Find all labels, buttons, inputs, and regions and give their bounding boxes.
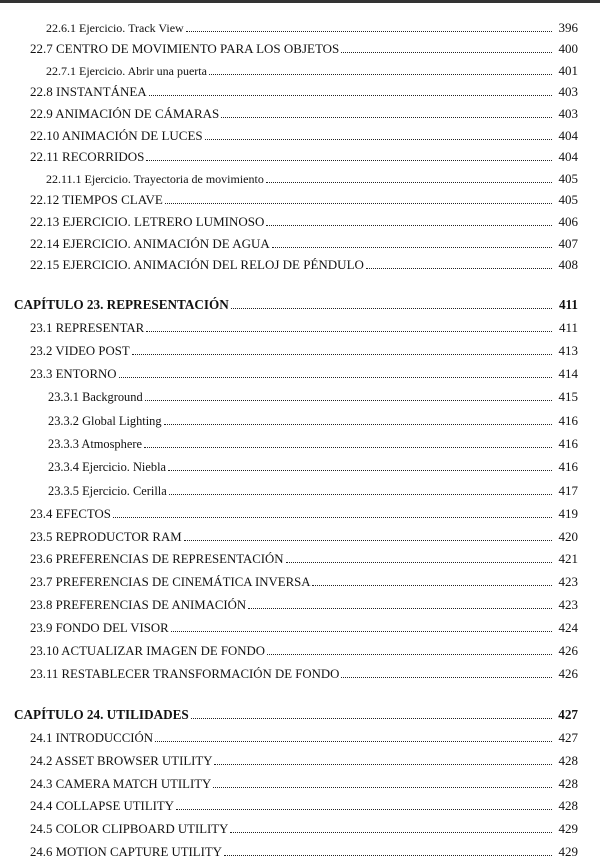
- toc-entry: [0, 769, 600, 792]
- entry-title: 23.1 REPRESENTAR: [30, 321, 145, 336]
- toc-entry: [0, 567, 600, 590]
- entry-title: 22.7 CENTRO DE MOVIMIENTO PARA LOS OBJETOS: [30, 41, 340, 57]
- page-number: 411: [558, 320, 578, 336]
- page-number: 416: [558, 435, 578, 451]
- page-number: 401: [558, 62, 578, 78]
- dot-leader: [144, 447, 552, 448]
- spacer: [0, 682, 600, 701]
- toc-entry: [0, 252, 600, 274]
- page-number: 405: [558, 170, 578, 186]
- entry-title: 23.11 RESTABLECER TRANSFORMACIÓN DE FONDO: [30, 666, 340, 681]
- entry-title: 22.13 EJERCICIO. LETRERO LUMINOSO: [30, 213, 265, 229]
- toc-entry: [0, 336, 600, 359]
- toc-entry: [0, 814, 600, 837]
- page-number: 416: [558, 412, 578, 428]
- chapter-23-heading: [0, 291, 600, 313]
- dot-leader: [266, 182, 552, 183]
- entry-title: 23.2 VIDEO POST: [30, 343, 130, 358]
- page-number: 414: [558, 365, 578, 381]
- dot-leader: [230, 832, 552, 833]
- dot-leader: [248, 608, 552, 609]
- toc-entry: [0, 122, 600, 144]
- toc-entry: [0, 187, 600, 209]
- dot-leader: [171, 631, 552, 632]
- dot-leader: [146, 160, 552, 161]
- toc-entry: [0, 613, 600, 636]
- toc-entry: [0, 792, 600, 815]
- page-number: 408: [558, 257, 578, 273]
- dot-leader: [155, 741, 552, 742]
- dot-leader: [184, 540, 552, 541]
- page-number: 405: [558, 192, 578, 208]
- toc-entry: [0, 144, 600, 166]
- toc-entry: [0, 208, 600, 230]
- dot-leader: [164, 424, 552, 425]
- dot-leader: [221, 117, 552, 118]
- page-number: 428: [558, 798, 578, 814]
- entry-title: 22.12 TIEMPOS CLAVE: [30, 192, 163, 208]
- entry-title: 23.7 PREFERENCIAS DE CINEMÁTICA INVERSA: [30, 575, 311, 590]
- toc-entry: [0, 522, 600, 545]
- toc-entry: [0, 313, 600, 336]
- page-number: 413: [558, 342, 578, 358]
- page-number: 420: [558, 528, 578, 544]
- entry-title: 23.3.4 Ejercicio. Niebla: [48, 460, 167, 475]
- toc-entry: [0, 746, 600, 769]
- entry-title: 23.3.5 Ejercicio. Cerilla: [48, 483, 167, 498]
- toc-entry: [0, 79, 600, 101]
- dot-leader: [168, 470, 552, 471]
- section-22-entries: [0, 14, 600, 273]
- section-24-entries: [0, 723, 600, 860]
- page-number: 426: [558, 665, 578, 681]
- toc-entry: [0, 429, 600, 452]
- entry-title: 22.10 ANIMACIÓN DE LUCES: [30, 127, 203, 143]
- dot-leader: [165, 203, 552, 204]
- page-number: 429: [558, 844, 578, 860]
- entry-title: 22.8 INSTANTÁNEA: [30, 84, 147, 100]
- toc-entry: [0, 659, 600, 682]
- section-23-entries: [0, 313, 600, 682]
- entry-title: 23.9 FONDO DEL VISOR: [30, 621, 169, 636]
- dot-leader: [266, 225, 552, 226]
- toc-entry: [0, 545, 600, 568]
- entry-title: 23.3.3 Atmosphere: [48, 436, 142, 451]
- dot-leader: [231, 308, 552, 309]
- entry-title: 23.3.2 Global Lighting: [48, 413, 162, 428]
- page-number: 404: [558, 127, 578, 143]
- dot-leader: [341, 677, 552, 678]
- entry-title: 22.6.1 Ejercicio. Track View: [46, 20, 184, 35]
- page-number: 415: [558, 389, 578, 405]
- dot-leader: [209, 74, 552, 75]
- page-number: 421: [558, 551, 578, 567]
- toc-entry: [0, 36, 600, 58]
- toc-entry: [0, 359, 600, 382]
- dot-leader: [214, 764, 552, 765]
- dot-leader: [186, 31, 552, 32]
- page-number: 416: [558, 459, 578, 475]
- toc-entry: [0, 165, 600, 187]
- dot-leader: [176, 809, 552, 810]
- toc-entry: [0, 405, 600, 428]
- page-number: 428: [558, 775, 578, 791]
- toc-entry: [0, 14, 600, 36]
- entry-title: 23.3 ENTORNO: [30, 366, 117, 381]
- entry-title: 22.9 ANIMACIÓN DE CÁMARAS: [30, 105, 220, 121]
- page-number: 423: [558, 597, 578, 613]
- page-number: 429: [558, 821, 578, 837]
- entry-title: 22.7.1 Ejercicio. Abrir una puerta: [46, 63, 207, 78]
- spacer: [0, 273, 600, 291]
- page-number: 426: [558, 642, 578, 658]
- entry-title: 22.15 EJERCICIO. ANIMACIÓN DEL RELOJ DE PÉNDULO: [30, 257, 364, 273]
- dot-leader: [267, 654, 552, 655]
- entry-title: 22.11.1 Ejercicio. Trayectoria de movimiento: [46, 171, 264, 186]
- entry-title: 23.5 REPRODUCTOR RAM: [30, 529, 182, 544]
- page-number: 417: [558, 482, 578, 498]
- toc-entry: [0, 837, 600, 860]
- dot-leader: [149, 95, 552, 96]
- page-number: 403: [558, 105, 578, 121]
- chapter-24-heading: [0, 701, 600, 723]
- chapter-title: CAPÍTULO 23. REPRESENTACIÓN: [14, 297, 229, 313]
- dot-leader: [119, 377, 553, 378]
- toc-entry: [0, 499, 600, 522]
- page-number: 424: [558, 620, 578, 636]
- entry-title: 23.6 PREFERENCIAS DE REPRESENTACIÓN: [30, 552, 284, 567]
- toc-entry: [0, 475, 600, 498]
- entry-title: 23.10 ACTUALIZAR IMAGEN DE FONDO: [30, 643, 265, 658]
- entry-title: 23.8 PREFERENCIAS DE ANIMACIÓN: [30, 598, 247, 613]
- page-number: 427: [558, 729, 578, 745]
- entry-title: 24.5 COLOR CLIPBOARD UTILITY: [30, 822, 229, 837]
- toc-entry: [0, 230, 600, 252]
- toc-entry: [0, 57, 600, 79]
- top-border-rule: [0, 0, 600, 3]
- page-number: 411: [558, 297, 578, 313]
- page-number: 407: [558, 235, 578, 251]
- page-number: 404: [558, 149, 578, 165]
- dot-leader: [286, 562, 552, 563]
- dot-leader: [213, 787, 552, 788]
- table-of-contents: [0, 14, 600, 860]
- page-number: 423: [558, 574, 578, 590]
- dot-leader: [272, 247, 552, 248]
- dot-leader: [169, 494, 552, 495]
- dot-leader: [146, 331, 552, 332]
- dot-leader: [224, 855, 552, 856]
- page-number: 400: [558, 41, 578, 57]
- page-number: 396: [558, 19, 578, 35]
- entry-title: 22.14 EJERCICIO. ANIMACIÓN DE AGUA: [30, 235, 270, 251]
- entry-title: 24.1 INTRODUCCIÓN: [30, 730, 153, 745]
- dot-leader: [312, 585, 552, 586]
- entry-title: 22.11 RECORRIDOS: [30, 149, 145, 165]
- entry-title: 24.4 COLLAPSE UTILITY: [30, 799, 174, 814]
- dot-leader: [366, 268, 552, 269]
- toc-entry: [0, 382, 600, 405]
- page-number: 427: [558, 706, 578, 722]
- entry-title: 24.6 MOTION CAPTURE UTILITY: [30, 845, 222, 860]
- dot-leader: [191, 718, 552, 719]
- dot-leader: [341, 52, 552, 53]
- toc-entry: [0, 452, 600, 475]
- dot-leader: [113, 517, 552, 518]
- chapter-title: CAPÍTULO 24. UTILIDADES: [14, 706, 189, 722]
- entry-title: 23.4 EFECTOS: [30, 506, 111, 521]
- toc-entry: [0, 100, 600, 122]
- dot-leader: [205, 139, 552, 140]
- toc-entry: [0, 590, 600, 613]
- entry-title: 24.2 ASSET BROWSER UTILITY: [30, 753, 213, 768]
- dot-leader: [145, 400, 552, 401]
- page-number: 403: [558, 84, 578, 100]
- page-number: 419: [558, 505, 578, 521]
- dot-leader: [132, 354, 552, 355]
- toc-entry: [0, 723, 600, 746]
- page-number: 428: [558, 752, 578, 768]
- toc-entry: [0, 636, 600, 659]
- entry-title: 23.3.1 Background: [48, 390, 143, 405]
- entry-title: 24.3 CAMERA MATCH UTILITY: [30, 776, 212, 791]
- page-number: 406: [558, 213, 578, 229]
